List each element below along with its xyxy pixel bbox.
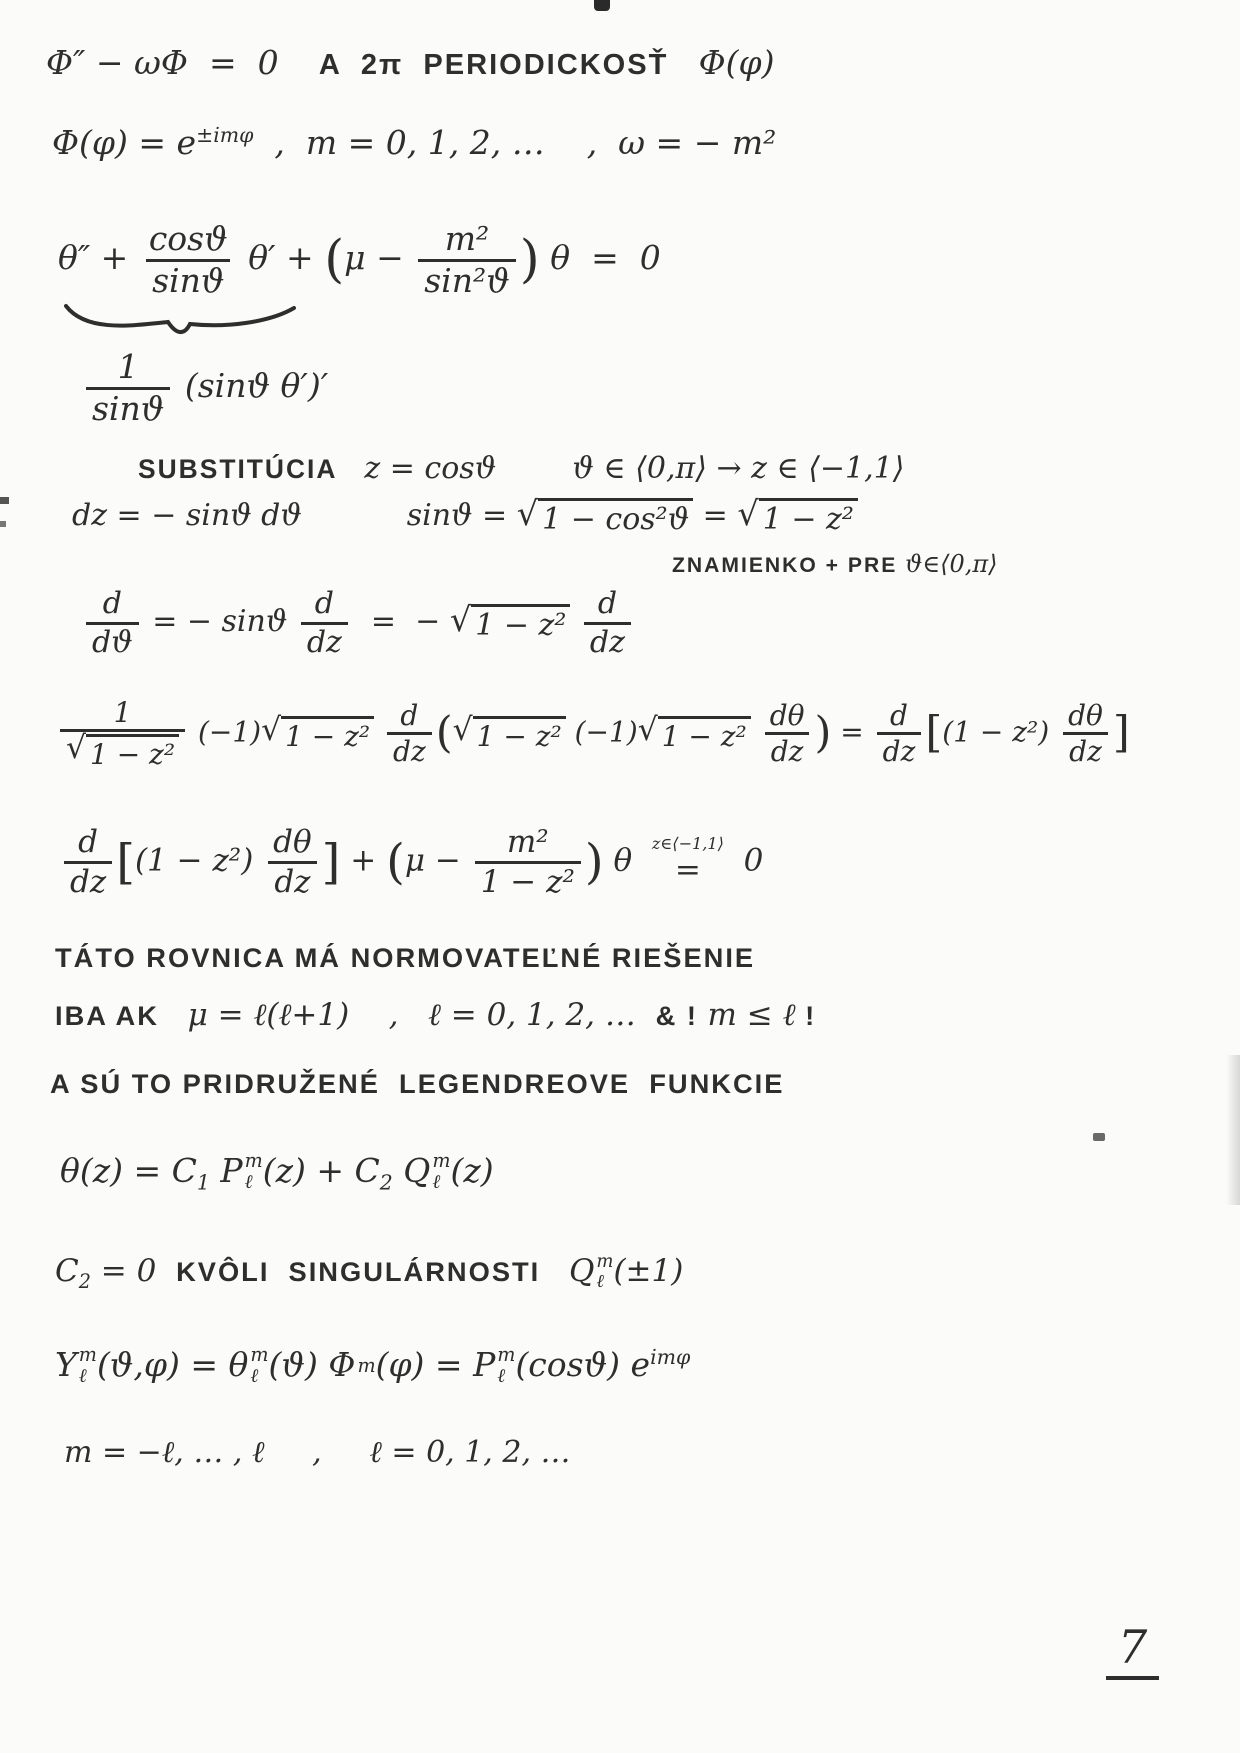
- math-text: [570, 604, 580, 639]
- math-text: (−1): [189, 715, 262, 749]
- word-text: ZNAMIENKO + PRE: [672, 554, 906, 577]
- scan-artifact: [594, 0, 610, 11]
- subscript: 1: [196, 1170, 210, 1195]
- sqrt-radical: √ 1 − z²: [261, 716, 374, 751]
- fraction: $\frac{d\theta}{dz}$: [764, 701, 811, 767]
- sqrt-radical: √ 1 − z²: [66, 734, 179, 769]
- sub-sup-stack: Y m ℓ: [55, 1343, 97, 1388]
- line-normalizable-2: [55, 998, 816, 1034]
- line-dz: [72, 494, 858, 537]
- math-text: = 0: [90, 1252, 177, 1289]
- sub-sup-stack: Q m ℓ: [568, 1251, 614, 1292]
- big-delimiter: (: [324, 230, 345, 290]
- math-text: (cosϑ) e: [515, 1345, 651, 1385]
- math-text: z = cosϑ ϑ ∈ ⟨0,π⟩ → z ∈ ⟨−1,1⟩: [364, 451, 905, 486]
- sqrt-radical: √ 1 − cos²ϑ: [517, 498, 693, 536]
- sub-sup-stack: Φ m: [328, 1345, 376, 1385]
- math-text: C: [55, 1252, 79, 1289]
- line-theta-ode: [58, 219, 661, 300]
- fraction: $\frac{d\theta}{dz}$: [267, 826, 318, 898]
- math-text: θ(z) = C: [60, 1151, 197, 1191]
- sqrt-radical: √ 1 − z²: [450, 604, 571, 642]
- line-substitution: [138, 452, 904, 487]
- fraction: $\frac{\cos ϑ}{\sin ϑ}$: [143, 222, 234, 298]
- math-text: ϑ∈⟨0,π⟩: [905, 550, 998, 578]
- line-phi-solution: [52, 124, 776, 162]
- math-text: (ϑ,φ) =: [96, 1345, 229, 1385]
- word-text: SUBSTITÚCIA: [138, 454, 365, 484]
- math-text: m ≤ ℓ: [707, 997, 796, 1033]
- sub-sup-stack: P m ℓ: [473, 1343, 516, 1388]
- math-text: μ −: [344, 238, 415, 278]
- line-legendre-ode: [60, 826, 763, 898]
- math-text: (sinϑ θ′)′: [174, 366, 329, 406]
- math-text: (ϑ): [268, 1345, 329, 1385]
- math-text: =: [693, 497, 738, 533]
- underbrace: [60, 302, 300, 336]
- fraction: $\frac{d}{dz}$: [301, 588, 348, 658]
- scan-artifact: [0, 521, 6, 527]
- subscript: 2: [78, 1270, 91, 1294]
- math-text: Φ″ − ωΦ = 0: [46, 43, 279, 82]
- line-c2-zero: [55, 1252, 683, 1293]
- math-text: , m = 0, 1, 2, … , ω = − m²: [253, 123, 777, 162]
- big-delimiter: (: [386, 834, 405, 891]
- line-normalizable-1: [55, 940, 755, 976]
- big-delimiter: ): [519, 230, 540, 290]
- line-legendre-note: [50, 1066, 784, 1102]
- word-text: A SÚ TO PRIDRUŽENÉ LEGENDREOVE FUNKCIE: [50, 1068, 785, 1099]
- math-text: dz = − sinϑ dϑ sinϑ =: [72, 497, 517, 533]
- big-delimiter: ): [814, 708, 832, 759]
- math-text: m = −ℓ, … , ℓ , ℓ = 0, 1, 2, …: [64, 1435, 571, 1470]
- math-text: = −: [351, 604, 450, 639]
- sqrt-radical: √ 1 − z²: [453, 716, 566, 751]
- fraction: $\frac{d}{dz}$: [387, 701, 432, 767]
- line-theta-solution: [60, 1150, 494, 1195]
- math-text: Φ(φ) = e: [52, 123, 197, 162]
- fraction: $\frac{d\theta}{dz}$: [1062, 701, 1109, 767]
- superscript: imφ: [650, 1345, 691, 1370]
- fraction: $\frac{d}{dϑ}$: [86, 588, 139, 658]
- fraction: 1 √ 1 − z²: [60, 698, 185, 770]
- fraction: $\frac{d}{dz}$: [584, 588, 631, 658]
- math-text: +: [340, 842, 387, 879]
- math-text: (1 − z²): [134, 842, 264, 879]
- big-delimiter: [: [925, 708, 943, 759]
- big-delimiter: ]: [1112, 708, 1130, 759]
- math-text: (−1): [565, 715, 638, 749]
- fraction: $\frac{\text{m²}}{\text{sin²ϑ}}$: [418, 222, 516, 298]
- line-spherical-harmonic: [55, 1344, 690, 1386]
- math-text: =: [831, 715, 873, 749]
- math-text: μ = ℓ(ℓ+1) , ℓ = 0, 1, 2, …: [187, 997, 656, 1033]
- math-text: (z): [450, 1151, 494, 1191]
- fraction: $\frac{d}{dz}$: [64, 826, 112, 898]
- sqrt-radical: √ 1 − z²: [638, 716, 751, 751]
- fraction: $\frac{\text{m²}}{\text{1 − z²}}$: [475, 826, 581, 898]
- math-text: μ −: [404, 842, 471, 879]
- sub-sup-stack: Q m ℓ: [403, 1149, 451, 1194]
- line-phi-ode: [46, 44, 774, 82]
- big-delimiter: ): [584, 834, 604, 891]
- big-delimiter: [: [116, 834, 135, 891]
- word-text: IBA AK: [55, 1000, 188, 1031]
- subscript: 2: [379, 1170, 393, 1195]
- math-text: (z) + C: [262, 1151, 380, 1191]
- word-text: TÁTO ROVNICA MÁ NORMOVATEĽNÉ RIEŠENIE: [55, 942, 756, 973]
- math-text: θ = 0: [539, 238, 661, 278]
- sub-sup-stack: P m ℓ: [220, 1149, 263, 1194]
- word-text: & !: [655, 1000, 708, 1031]
- math-text: Φ(φ): [698, 43, 775, 82]
- scan-artifact: [1093, 1133, 1105, 1141]
- line-sin-form: [82, 347, 329, 428]
- math-text: θ: [603, 842, 652, 879]
- superscript: ±imφ: [196, 123, 254, 147]
- math-text: 0: [723, 842, 764, 879]
- word-text: KVÔLI SINGULÁRNOSTI: [176, 1255, 569, 1287]
- scan-artifact: [1226, 1055, 1240, 1205]
- word-text: A 2π PERIODICKOSŤ: [278, 49, 699, 81]
- math-text: [751, 715, 760, 748]
- math-text: (±1): [613, 1252, 684, 1289]
- big-delimiter: (: [435, 708, 453, 759]
- line-m-range: [64, 1436, 571, 1471]
- word-text: !: [795, 1000, 817, 1031]
- page-number: 7: [1106, 1620, 1159, 1680]
- overset-equals: z∈⟨−1,1⟩ =: [651, 833, 724, 888]
- math-text: (φ) =: [375, 1345, 474, 1385]
- math-text: [210, 1151, 221, 1190]
- fraction: $\frac{d}{dz}$: [877, 701, 922, 767]
- underbrace: [60, 302, 300, 336]
- line-znamienko: [672, 551, 997, 579]
- math-text: = − sinϑ: [142, 604, 297, 639]
- scan-artifact: [0, 497, 9, 504]
- math-text: (1 − z²): [942, 715, 1059, 749]
- math-text: [374, 715, 383, 748]
- sqrt-radical: √ 1 − z²: [737, 498, 858, 536]
- math-text: θ′ +: [237, 238, 325, 278]
- sub-sup-stack: θ m ℓ: [228, 1343, 269, 1388]
- line-ddtheta: [82, 588, 635, 658]
- big-delimiter: ]: [321, 834, 341, 891]
- math-text: θ″ +: [58, 238, 139, 278]
- fraction: $\frac{1}{\sin ϑ}$: [86, 350, 170, 426]
- line-chain-expansion: [56, 698, 1130, 770]
- math-text: [393, 1151, 404, 1190]
